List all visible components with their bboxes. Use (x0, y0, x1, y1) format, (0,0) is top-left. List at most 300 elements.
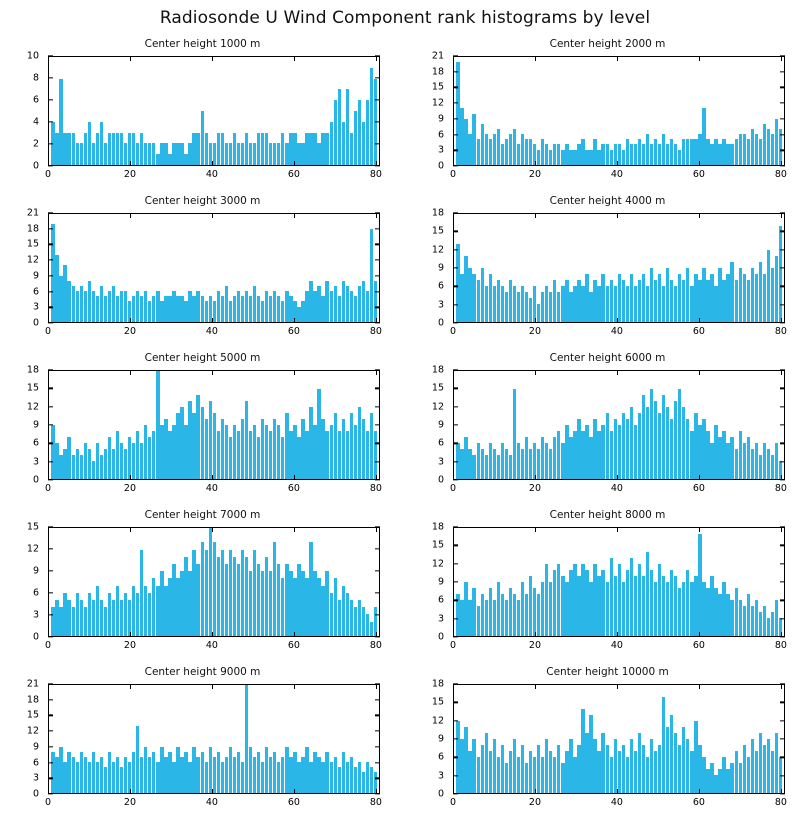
y-tick-mark-right (375, 388, 380, 389)
bar (775, 256, 778, 322)
y-tick-mark (453, 71, 458, 72)
bar (325, 281, 328, 322)
bar (164, 143, 167, 165)
bar (205, 419, 208, 479)
bar (88, 762, 91, 793)
bar (618, 751, 621, 793)
bar (485, 455, 488, 479)
bar (140, 443, 143, 479)
bar (650, 570, 653, 636)
y-tick-mark (453, 134, 458, 135)
y-tick-mark (453, 563, 458, 564)
x-tick-mark-top (781, 213, 782, 218)
x-tick-mark (212, 789, 213, 794)
bar (622, 150, 625, 165)
bar (541, 437, 544, 479)
bar (285, 291, 288, 322)
y-tick-mark-right (375, 461, 380, 462)
x-tick-label: 40 (205, 483, 218, 494)
bar (763, 745, 766, 793)
bar (253, 425, 256, 479)
bar (593, 739, 596, 793)
page-title: Radiosonde U Wind Component rank histograms by level (159, 8, 651, 28)
bar (726, 274, 729, 322)
panel-title: Center height 5000 m (144, 352, 261, 364)
bar (370, 229, 373, 322)
y-tick-label: 12 (431, 715, 444, 727)
bar (493, 286, 496, 322)
bar (477, 443, 480, 479)
bar (573, 431, 576, 479)
bar (229, 301, 232, 322)
plot-area (453, 684, 785, 794)
bar (338, 431, 341, 479)
bar (751, 739, 754, 793)
x-tick-mark (781, 632, 782, 637)
bar (702, 108, 705, 165)
bar (710, 144, 713, 165)
bar (245, 401, 248, 479)
bar (593, 280, 596, 322)
y-tick-mark-right (375, 275, 380, 276)
bar (313, 425, 316, 479)
bar (188, 762, 191, 793)
x-tick-mark (535, 161, 536, 166)
bar (309, 133, 312, 165)
bar (606, 144, 609, 165)
bar (493, 449, 496, 479)
bar (710, 274, 713, 322)
bar (152, 431, 155, 479)
chart-panel (405, 509, 810, 666)
bar (606, 745, 609, 793)
x-tick-mark (130, 789, 131, 794)
y-tick-mark (48, 244, 53, 245)
bar (622, 745, 625, 793)
bar (342, 122, 345, 165)
bar (172, 564, 175, 636)
bar (249, 571, 252, 636)
bar (59, 747, 62, 793)
bar (658, 564, 661, 636)
bar (682, 582, 685, 636)
bar (205, 550, 208, 636)
bar (84, 607, 87, 636)
bar (88, 122, 91, 165)
bar (253, 550, 256, 636)
x-tick-mark-top (453, 370, 454, 375)
y-tick-mark (48, 291, 53, 292)
bar (59, 455, 62, 479)
x-tick-mark (453, 632, 454, 637)
bar (301, 757, 304, 793)
bar (654, 401, 657, 479)
bar (565, 582, 568, 636)
bar (92, 291, 95, 322)
plot-area (48, 684, 380, 794)
bar (180, 296, 183, 322)
bar (589, 715, 592, 793)
bar (460, 739, 463, 793)
bar (561, 576, 564, 636)
bar (160, 425, 163, 479)
bar (597, 431, 600, 479)
bar (678, 389, 681, 479)
bar (666, 582, 669, 636)
y-tick-label: 9 (32, 741, 39, 753)
bar (533, 588, 536, 636)
y-tick-label: 6 (32, 286, 39, 298)
y-tick-label: 8 (32, 72, 39, 84)
y-tick-mark-right (780, 150, 785, 151)
bar (493, 739, 496, 793)
bar (557, 564, 560, 636)
bar (297, 307, 300, 322)
bar (638, 733, 641, 793)
bar (116, 296, 119, 322)
y-tick-label: 9 (32, 270, 39, 282)
bar (666, 407, 669, 479)
x-tick-mark (453, 789, 454, 794)
bar (176, 296, 179, 322)
y-tick-mark-right (780, 304, 785, 305)
y-tick-mark-right (375, 548, 380, 549)
bar (771, 612, 774, 636)
bar (289, 133, 292, 165)
bar (763, 124, 766, 165)
bar (650, 144, 653, 165)
bar (549, 751, 552, 793)
bar (184, 154, 187, 165)
bar (573, 286, 576, 322)
bar (755, 134, 758, 165)
x-tick-label: 60 (287, 640, 300, 651)
x-tick-label: 0 (449, 169, 457, 180)
bar (104, 767, 107, 793)
bar (718, 437, 721, 479)
bar (140, 133, 143, 165)
bar (501, 286, 504, 322)
bar (601, 425, 604, 479)
bar (557, 292, 560, 322)
y-tick-mark-right (375, 99, 380, 100)
bar (321, 762, 324, 793)
y-tick-mark-right (375, 244, 380, 245)
x-tick-mark (294, 161, 295, 166)
bar (104, 607, 107, 636)
bar (666, 727, 669, 793)
y-tick-label: 12 (431, 401, 444, 413)
panel-title: Center height 4000 m (549, 195, 666, 207)
bar (577, 144, 580, 165)
y-tick-label: 12 (26, 401, 39, 413)
bar (253, 286, 256, 322)
bar (172, 762, 175, 793)
plot-area (453, 527, 785, 637)
bar (128, 437, 131, 479)
x-tick-mark-top (48, 527, 49, 532)
y-tick-mark (48, 762, 53, 763)
bar (152, 296, 155, 322)
chart-panel (405, 352, 810, 509)
bar (92, 752, 95, 793)
bar (521, 582, 524, 636)
x-tick-mark-top (212, 370, 213, 375)
x-tick-label: 0 (44, 326, 52, 337)
x-tick-label: 60 (692, 169, 705, 180)
bar (533, 443, 536, 479)
y-tick-mark (453, 738, 458, 739)
bar (569, 292, 572, 322)
y-tick-label: 12 (431, 97, 444, 109)
bar (456, 244, 459, 322)
x-tick-mark (130, 632, 131, 637)
y-tick-mark (48, 715, 53, 716)
y-tick-label: 0 (32, 631, 39, 643)
y-tick-mark (48, 388, 53, 389)
bar (517, 757, 520, 793)
x-tick-mark-top (535, 527, 536, 532)
bar (366, 100, 369, 165)
bar (362, 281, 365, 322)
bar (477, 139, 480, 165)
bar (241, 143, 244, 165)
bar (751, 268, 754, 322)
bar (722, 582, 725, 636)
bar (493, 134, 496, 165)
bar (350, 757, 353, 793)
bar (743, 274, 746, 322)
bar (678, 150, 681, 165)
bar (366, 291, 369, 322)
bar (481, 745, 484, 793)
y-tick-mark (48, 406, 53, 407)
bar (229, 747, 232, 793)
bar (96, 296, 99, 322)
bar (735, 751, 738, 793)
bar (726, 769, 729, 793)
bar (301, 419, 304, 479)
bar (525, 292, 528, 322)
bar (229, 437, 232, 479)
x-tick-mark-top (781, 56, 782, 61)
y-tick-mark (48, 259, 53, 260)
bar (192, 296, 195, 322)
bar (281, 578, 284, 636)
bar (751, 449, 754, 479)
bar (217, 431, 220, 479)
bar (96, 443, 99, 479)
bar (233, 557, 236, 636)
bar (257, 752, 260, 793)
bar (771, 268, 774, 322)
bar (209, 747, 212, 793)
bar (585, 274, 588, 322)
bar (277, 564, 280, 636)
x-tick-mark-top (48, 56, 49, 61)
bar (747, 139, 750, 165)
bar (654, 280, 657, 322)
x-tick-mark (48, 789, 49, 794)
panel-title: Center height 2000 m (549, 38, 666, 50)
x-tick-mark (699, 161, 700, 166)
bar (261, 301, 264, 322)
bar (164, 757, 167, 793)
bar (225, 143, 228, 165)
bar (481, 268, 484, 322)
bar (541, 757, 544, 793)
bar (112, 600, 115, 636)
y-tick-mark (48, 228, 53, 229)
bar (529, 449, 532, 479)
bar-series (49, 371, 379, 479)
x-tick-mark (212, 632, 213, 637)
bar (468, 600, 471, 636)
bar (682, 139, 685, 165)
bar (468, 268, 471, 322)
y-tick-label: 0 (437, 788, 444, 800)
y-tick-label: 0 (32, 788, 39, 800)
bar (164, 586, 167, 636)
bar (694, 576, 697, 636)
bar (557, 431, 560, 479)
bar (589, 150, 592, 165)
x-tick-label: 40 (205, 169, 218, 180)
y-tick-mark-right (780, 388, 785, 389)
x-tick-mark (617, 161, 618, 166)
bar (92, 143, 95, 165)
y-tick-label: 6 (437, 280, 444, 292)
y-tick-mark-right (375, 715, 380, 716)
bar (225, 425, 228, 479)
y-tick-mark-right (780, 286, 785, 287)
bar (338, 296, 341, 322)
bar (249, 431, 252, 479)
x-tick-mark (294, 632, 295, 637)
plot-area (453, 56, 785, 166)
bar (124, 143, 127, 165)
bar (581, 286, 584, 322)
bar (666, 144, 669, 165)
bar (722, 431, 725, 479)
bar (698, 280, 701, 322)
x-tick-label: 80 (774, 169, 787, 180)
bar (136, 143, 139, 165)
bar (767, 449, 770, 479)
bar (755, 274, 758, 322)
bar (601, 570, 604, 636)
y-tick-mark-right (780, 600, 785, 601)
bar (618, 425, 621, 479)
x-tick-label: 0 (449, 797, 457, 808)
bar (730, 763, 733, 793)
bar (221, 550, 224, 636)
bar (472, 739, 475, 793)
x-tick-mark-top (535, 684, 536, 689)
bar (192, 133, 195, 165)
bar (581, 709, 584, 793)
y-tick-label: 0 (32, 474, 39, 486)
bar (277, 425, 280, 479)
x-tick-mark-top (130, 56, 131, 61)
y-tick-mark (48, 699, 53, 700)
bar (229, 143, 232, 165)
bar (176, 747, 179, 793)
x-tick-mark (376, 161, 377, 166)
bar (549, 449, 552, 479)
y-tick-label: 9 (437, 733, 444, 745)
bar (525, 594, 528, 636)
y-tick-label: 2 (32, 138, 39, 150)
bar (597, 150, 600, 165)
bar (577, 419, 580, 479)
bar (55, 757, 58, 793)
bar (168, 154, 171, 165)
bar (67, 752, 70, 793)
bar (545, 739, 548, 793)
bar (610, 150, 613, 165)
bar (557, 745, 560, 793)
x-tick-mark (699, 318, 700, 323)
y-tick-label: 21 (26, 207, 39, 219)
bar (245, 557, 248, 636)
panel-title: Center height 8000 m (549, 509, 666, 521)
bar (513, 389, 516, 479)
bar (55, 133, 58, 165)
bar (662, 286, 665, 322)
y-tick-label: 15 (431, 696, 444, 708)
y-tick-label: 3 (32, 772, 39, 784)
bar (277, 762, 280, 793)
bar (88, 593, 91, 636)
bar (730, 600, 733, 636)
bar (622, 413, 625, 479)
bar (634, 144, 637, 165)
bar (706, 139, 709, 165)
x-tick-mark (212, 318, 213, 323)
bar (634, 425, 637, 479)
bar (358, 600, 361, 636)
x-tick-label: 40 (205, 640, 218, 651)
bar (346, 286, 349, 322)
bar (775, 600, 778, 636)
x-tick-mark (376, 632, 377, 637)
bar (702, 582, 705, 636)
bar (509, 455, 512, 479)
bar (682, 727, 685, 793)
bar (618, 274, 621, 322)
bar (229, 550, 232, 636)
bar (682, 407, 685, 479)
y-tick-label: 12 (26, 725, 39, 737)
bar (354, 767, 357, 793)
y-tick-label: 15 (26, 382, 39, 394)
bar (573, 757, 576, 793)
bar (350, 291, 353, 322)
x-tick-label: 20 (123, 326, 137, 337)
bar (674, 144, 677, 165)
y-tick-mark-right (375, 762, 380, 763)
bar (362, 607, 365, 636)
x-tick-mark (294, 475, 295, 480)
x-tick-mark (699, 475, 700, 480)
bar (76, 143, 79, 165)
bar (156, 154, 159, 165)
bar (735, 280, 738, 322)
x-tick-mark-top (781, 684, 782, 689)
bar (334, 100, 337, 165)
bar (67, 133, 70, 165)
